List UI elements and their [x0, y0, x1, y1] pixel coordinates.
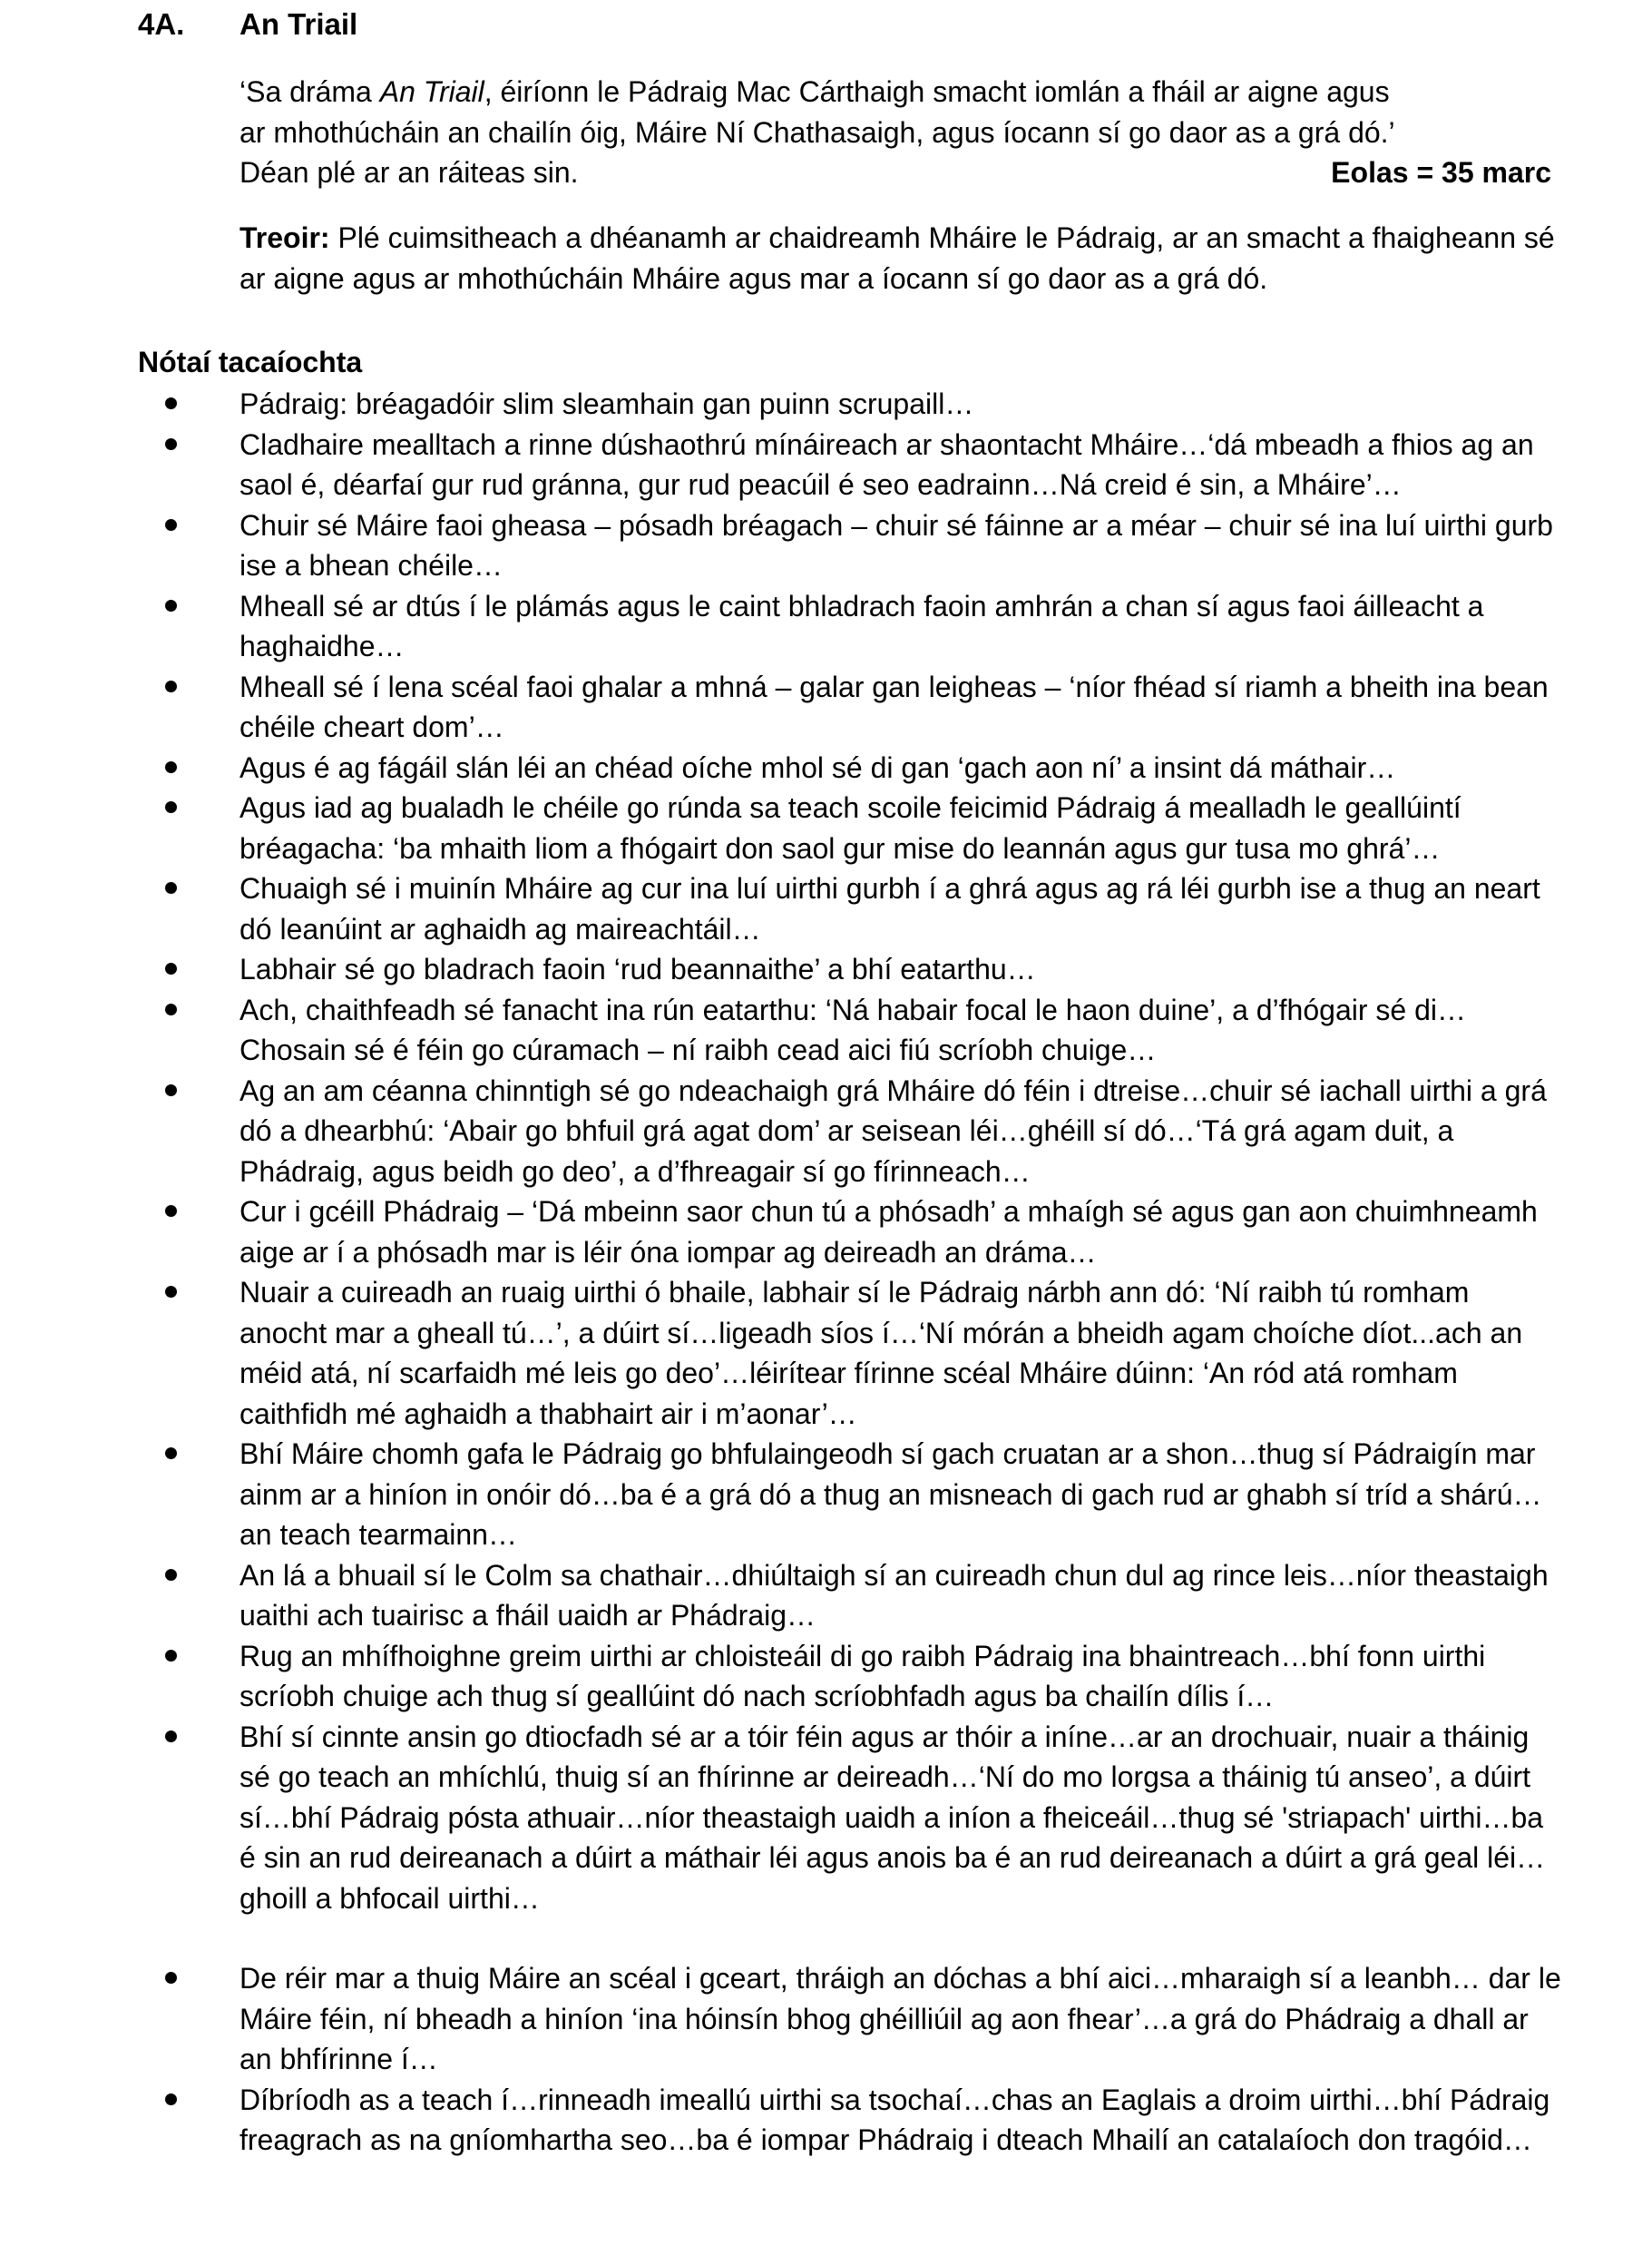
bullet-icon	[165, 438, 177, 450]
bullet-icon	[165, 1084, 177, 1096]
play-title: An Triail	[379, 75, 484, 108]
guidance-paragraph	[239, 218, 1555, 299]
bullet-icon	[165, 2093, 177, 2105]
prompt-line-2: ar mhothúcháin an chailín óig, Máire Ní Chathasaigh, agus íocann sí go daor as a grá dó.’	[239, 115, 1395, 149]
list-item: Ag an am céanna chinntigh sé go ndeachaigh grá Mháire dó féin i dtreise…chuir sé iachall uirthi a grá dó a dhearbhú: ‘Abair go bhfuil grá agat dom’ ar seisean léi…ghéill sí dó…‘Tá grá agam duit, a Phádraig, agus beidh go deo’, a d’fhreagair sí go fírinneach…	[0, 1071, 1564, 1192]
bullet-icon	[165, 1569, 177, 1581]
bullet-icon	[165, 1972, 177, 1984]
list-item: Agus é ag fágáil slán léi an chéad oíche mhol sé di gan ‘gach aon ní’ a insint dá máthair…	[0, 748, 1564, 789]
bullet-icon	[165, 681, 177, 692]
list-item: Rug an mhífhoighne greim uirthi ar chloisteáil di go raibh Pádraig ina bhaintreach…bhí fonn uirthi scríobh chuige ach thug sí geallúint dó nach scríobhfadh agus ba chailín dílis í…	[0, 1636, 1564, 1717]
list-item: Chuaigh sé i muinín Mháire ag cur ina luí uirthi gurbh í a ghrá agus ag rá léi gurbh ise a thug an neart dó leanúint ar aghaidh ag maireachtáil…	[0, 868, 1564, 949]
bullet-icon	[165, 1205, 177, 1217]
list-item: Nuair a cuireadh an ruaig uirthi ó bhaile, labhair sí le Pádraig nárbh ann dó: ‘Ní raibh tú romham anocht mar a gheall tú…’, a dúirt sí…ligeadh síos í…‘Ní mórán a bheidh agam choíche díot...ach an méid atá, ní scarfaidh mé leis go deo’…léirítear fírinne scéal Mháire dúinn: ‘An ród atá romham caithfidh mé aghaidh a thabhairt air i m’aonar’…	[0, 1272, 1564, 1434]
list-item: Díbríodh as a teach í…rinneadh imeallú uirthi sa tsochaí…chas an Eaglais a droim uirthi…bhí Pádraig freagrach as na gníomhartha seo…ba é iompar Phádraig i dteach Mhailí an catalaíoch don tragóid…	[0, 2080, 1564, 2161]
bullet-icon	[165, 963, 177, 975]
bullet-icon	[165, 761, 177, 773]
prompt-line-3	[239, 152, 1551, 193]
guidance-label: Treoir:	[239, 221, 330, 254]
section-heading	[138, 5, 357, 45]
list-item: De réir mar a thuig Máire an scéal i gceart, thráigh an dóchas a bhí aici…mharaigh sí a leanbh… dar le Máire féin, ní bheadh a hiníon ‘ina hóinsín bhog ghéilliúil ag aon fhear’…a grá do Phádraig a dhall ar an bhfírinne í…	[0, 1958, 1564, 2080]
essay-prompt	[239, 72, 1551, 193]
bullet-icon	[165, 1731, 177, 1742]
list-item: Chuir sé Máire faoi gheasa – pósadh bréagach – chuir sé fáinne ar a méar – chuir sé ina luí uirthi gurb ise a bhean chéile…	[0, 505, 1564, 586]
bullet-icon	[165, 1286, 177, 1298]
section-number: 4A.	[138, 7, 185, 41]
section-title: An Triail	[239, 7, 358, 41]
prompt-text: , éiríonn le Pádraig Mac Cárthaigh smacht iomlán a fháil ar aigne agus	[484, 75, 1390, 108]
notes-heading: Nótaí tacaíochta	[138, 346, 363, 378]
bullet-icon	[165, 1447, 177, 1459]
bullet-icon	[165, 519, 177, 531]
bullet-icon	[165, 1650, 177, 1662]
prompt-text: ‘Sa dráma	[239, 75, 380, 108]
list-item: Labhair sé go bladrach faoin ‘rud beannaithe’ a bhí eatarthu…	[0, 949, 1564, 990]
bullet-icon	[165, 600, 177, 612]
bullet-icon	[165, 801, 177, 813]
prompt-line-1	[239, 72, 1551, 113]
list-item: Mheall sé í lena scéal faoi ghalar a mhná – galar gan leigheas – ‘níor fhéad sí riamh a bheith ina bean chéile cheart dom’…	[0, 667, 1564, 748]
list-item: An lá a bhuail sí le Colm sa chathair…dhiúltaigh sí an cuireadh chun dul ag rince leis…níor theastaigh uaithi ach tuairisc a fháil uaidh ar Phádraig…	[0, 1555, 1564, 1636]
prompt-instruction: Déan plé ar an ráiteas sin.	[239, 156, 579, 189]
marks-label: Eolas = 35 marc	[1331, 156, 1551, 189]
list-item: Bhí Máire chomh gafa le Pádraig go bhfulaingeodh sí gach cruatan ar a shon…thug sí Pádraigín mar ainm ar a hiníon in onóir dó…ba é a grá dó a thug an misneach di gach rud ar ghabh sí tríd a shárú…an teach tearmainn…	[0, 1434, 1564, 1555]
bullet-icon	[165, 882, 177, 894]
list-item: Cur i gcéill Phádraig – ‘Dá mbeinn saor chun tú a phósadh’ a mhaígh sé agus gan aon chuimhneamh aige ar í a phósadh mar is léir óna iompar ag deireadh an dráma…	[0, 1191, 1564, 1272]
list-item: Ach, chaithfeadh sé fanacht ina rún eatarthu: ‘Ná habair focal le haon duine’, a d’fhógair sé di… Chosain sé é féin go cúramach – ní raibh cead aici fiú scríobh chuige…	[0, 990, 1564, 1071]
list-item: Agus iad ag bualadh le chéile go rúnda sa teach scoile feicimid Pádraig á mealladh le geallúintí bréagacha: ‘ba mhaith liom a fhógairt don saol gur mise do leannán agus gur tusa mo ghrá’…	[0, 788, 1564, 868]
list-item: Pádraig: bréagadóir slim sleamhain gan puinn scrupaill…	[0, 384, 1564, 425]
list-item: Mheall sé ar dtús í le plámás agus le caint bhladrach faoin amhrán a chan sí agus faoi áilleacht a haghaidhe…	[0, 586, 1564, 667]
bullet-icon	[165, 397, 177, 409]
bullet-icon	[165, 1004, 177, 1015]
notes-list	[0, 384, 1652, 2161]
list-item: Bhí sí cinnte ansin go dtiocfadh sé ar a tóir féin agus ar thóir a iníne…ar an drochuair, nuair a tháinig sé go teach an mhíchlú, thuig sí an fhírinne ar deireadh…‘Ní do mo lorgsa a tháinig tú anseo’, a dúirt sí…bhí Pádraig pósta athuair…níor theastaigh uaidh a iníon a fheiceáil…thug sé 'striapach' uirthi…ba é sin an rud deireanach a dúirt a máthair léi agus anois ba é an rud deireanach a dúirt a grá geal léi…ghoill a bhfocail uirthi…	[0, 1717, 1564, 1919]
list-item: Cladhaire mealltach a rinne dúshaothrú mínáireach ar shaontacht Mháire…‘dá mbeadh a fhios ag an saol é, déarfaí gur rud gránna, gur rud peacúil é seo eadrainn…Ná creid é sin, a Mháire’…	[0, 425, 1564, 505]
guidance-text: Plé cuimsitheach a dhéanamh ar chaidreamh Mháire le Pádraig, ar an smacht a fhaigheann sé ar aigne agus ar mhothúcháin Mháire agus mar a íocann sí go daor as a grá dó.	[239, 221, 1555, 295]
